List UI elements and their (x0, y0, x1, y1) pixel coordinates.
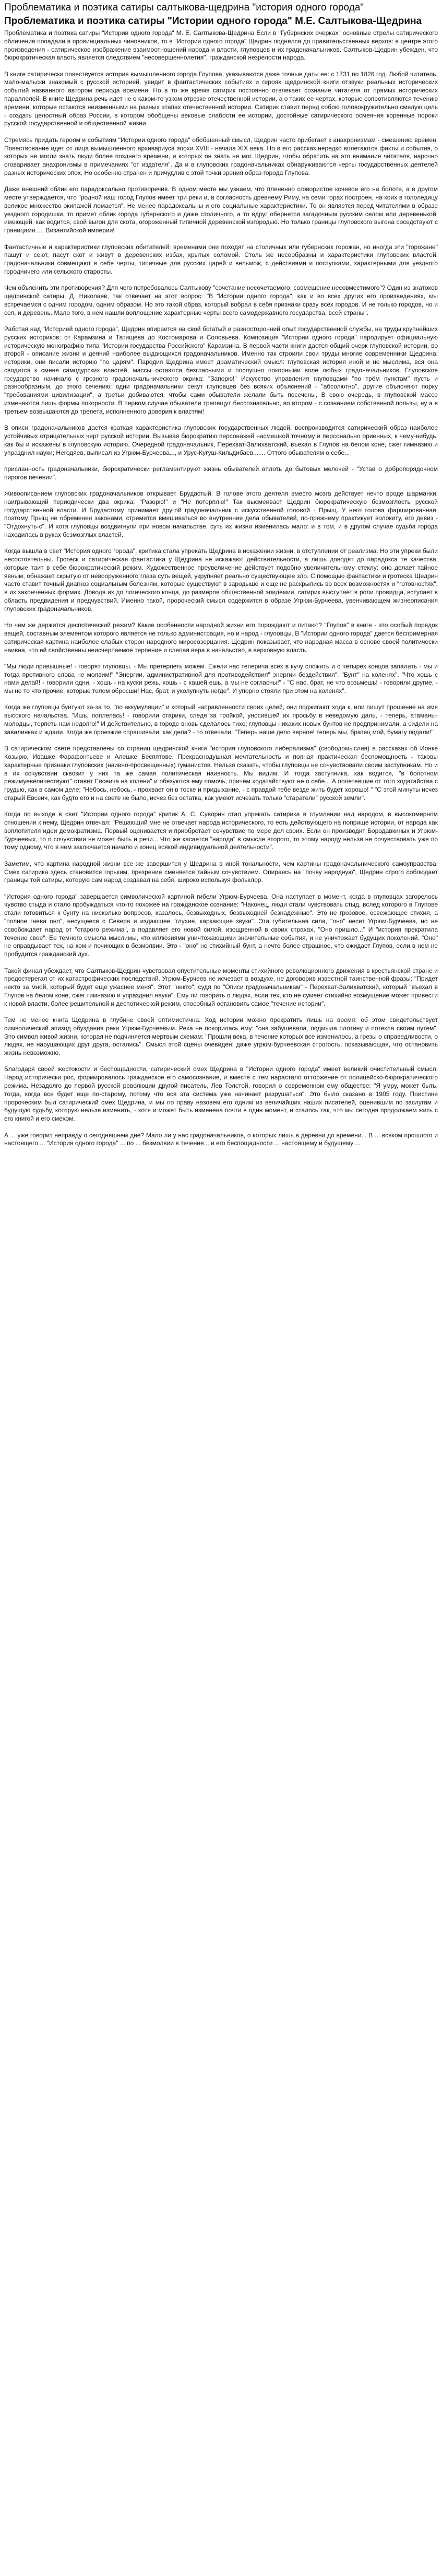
paragraph: Живоописанием глуповских градоначальников открывает Брудастый. В голове этого деятеля вместо мозга действует нечто вроде шарманки, наигрывающий периодически два окрика: "Разорю!" и "Не потерплю!" Так высмеивает Щедрин бюрократическую безмозглость русской государственной власти. И Брудастому принимает другой градоначальник с искусственной головой - Прыщ. У него голова фаршированная, поэтому Прыщ не обременен законами, стремится вмешиваться во внутренние дела обывателей, по-прежнему практикует волокиту, его девиз - "Отдохнуть-с". И хотя глуповцы воздвигнули при новом начальстве, суть их жизни изменилась мало: и в том, и в другом случае судьба города находилась в руках безмозглых властей. (4, 489, 438, 538)
page-title: Проблематика и поэтика сатиры салтыкова-щедрина "история одного города" (4, 2, 364, 13)
article-heading: Проблематика и поэтика сатиры "Истории одного города" М.Е. Салтыкова-Щедрина (4, 16, 422, 27)
paragraph: В описи градоначальников дается краткая характеристика глуповских государственных людей, воспроизводится сатирический образ наиболее устойчивых отрицательных черт русской истории. Вызывая бюрократию персонажей насмешкой точному и персонально ориенных, к чему-нибудь, как бы и искажены в глуповскую историю. Очередной градоначальник, Перехват-Залихватский, въехал в Глупов на белом коне, сжег гимназию и упразднил науки; Негодяев, выписал из Угрюм-Бурчеева..., и Урус-Кугуш-Кильдибаев....... Оттого обывателям о себе... (4, 424, 438, 456)
paragraph: Тем не менее книга Щедрина в глубине своей оптимистична. Ход истории можно прекратить лишь на время: об этом свидетельствует символический эпизод обуздания реки Угрюм-Бурчеевым. Река не покорилась ему: "она забушевала, подмыла плотину и потекла своим путем". Это символ живой жизни, которая не подчиняется мертвым схемам: "Прошли века, в течение которых все изменилось, а грезы о справедливости, о людях, не нарушающих друг друга, остались". Смысл этой сцены очевиден: даже угрюм-бурчеевская строгость, показывающая, что остановить жизнь невозможно. (4, 1016, 438, 1057)
article-body (4, 29, 438, 1148)
paragraph: А ... уже говорит неправду о сегодняшнем дне? Мало ли у нас градоначальников, о которых лишь в деревни до времени... В ... всяком прошлого и настоящего ... "История одного города" ... по ... безмолвии в течение... и его беспощадности ... настоящему и будущему ... (4, 1131, 438, 1147)
paragraph: В книге сатирически повествуется история вымышленного города Глупова, указываются даже точные даты ее: с 1731 по 1826 год. Любой читатель, мало-мальски знакомый с русской историей, увидит в фантастических событиях и героях щедринской книги отзвуки реальных исторических событий названного автором периода времени. Но в то же время сатирик постоянно отвлекает сознание читателя от прямых исторических параллелей. В книге Щедрина речь идет не о каком-то узком отрезке отечественной истории, а о таких ее чертах, которые сопротивляются течению времени, которые остаются неизменными на разных этапах отечественной истории. Сатирик ставит перед собою головокружительно смелую цель - создать целостный образ России, в котором обобщены вековые слабости ее истории, достойные сатирического осмеяния коренные пороки русской государственной и общественной жизни. (4, 70, 438, 127)
paragraph: Когда по выходе в свет "Истории одного города" критик А. С. Суворин стал упрекать сатирика в глумлении над народом, в высокомерном отношении к нему, Щедрин отвечал: "Решающий мне не отвечает народа исторического, то есть действующего на поприще истории, от народа как воплотителя идеи демократизма. Первый оценивается и приобретает сочувствие по мере дел своих. Если он производит Бородавкиных и Угрюм-Бурчеевых, то о сочувствии не может быть и речи... Что же касается "народа" в смысле второго, то этому народу нельзя не сочувствовать уже по тому одному, что в нем заключается начало и конец всякой индивидуальной деятельности". (4, 810, 438, 851)
paragraph: "Мы люди привышные! - говорят глуповцы. - Мы претерпеть можем. Ежели нас теперича всех в кучу сложить и с четырех концов запалить - мы и тогда противного слова не молвим!" "Энергии, административной для противодействия" энергии бездействия". "Бунт" на коленях". "Что хошь с нами делай! - говорили одни, - хошь - на куски режь, хошь - с кашей ешь, а мы не согласны!" - "С нас, брат, не что возьмешь! - говорили другие, - мы не то что прочие, которые телом обросши! Нас, брат, и уколупнуть негде". И упорно стояли при этом на коленях". (4, 662, 438, 695)
paragraph: Когда вышла в свет "История одного города", критика стала упрекать Щедрина в искажении жизни, в отступлении от реализма. Но эти упреки были несостоятельны. Гротеск и сатирическая фантастика у Щедрина не искажают действительности, а лишь доводят до парадокса те качества, которые таит в себе бюрократический режим. Художественное преувеличение действует подобно увеличительному стеклу: оно делает тайное явным, обнажает скрытую от невооруженного глаза суть вещей, укрупняет реально существующее зло. С помощью фантастики и гротеска Щедрин часто ставит точный диагноз социальным болезням, которые существуют в зародыше и еще не раскрылись во всех возможностях и "готовностях", в их законченных формах. Доводя их до логического конца, до размеров общественной эпидемии, сатирик выступает в роли провидца, вступает в область предвидения и предчувствий. Именно такой, пророческий смысл содержится в образе Угрюм-Бурчеева, увенчивающем жизнеописания глуповских градоначальников. (4, 547, 438, 613)
page (0, 0, 442, 1148)
paragraph: "История одного города" завершается символической картиной гибели Угрюм-Бурчеева. Она наступает в момент, когда в глуповцах загорелось чувство стыда и стало пробуждаться что-то похожее на гражданское сознание: "Наконец, люди стали чувствовать стыд, вслед которого в Глупове стали готовиться к бунту на нисколько вопросов, казалось, безвыходных, безвыходней безнадежные". Это не грозовое, освежающее стихия, а "полное гнева оно", несущееся с Севера и издающее "глухие, каркающие звуки". Эта губительная сила, "оно" несет Угрюм-Бурчеева, но не освобождает народ от "старого режима", а подавляет его новой силой, изощренной в своих страхах, "Оно пришло..." И "история прекратила течение свое". Ее темного смысла мыслимы, что иллюзиями уничтожающими значительные события, и не уничтожает будущих поколений. "Оно" не оправдывает тех, на ком и почиющих в безмолвии. Это - "оно" не стихийный бунт, а нечто более страшное, что ожидает Глупов, если в нем не пробудится гражданский дух. (4, 892, 438, 958)
paragraph: Фантастичные и характеристики глуповских обитателей: временами они походят на столичных или губернских горожан, но иногда эти "горожане" пашут и сеют, пасут скот и живут в деревенских избах, крытых соломой. Столь же несообразны и характеристики глуповских властей: градоначальники совмещают в себе черты, типичные для русских царей и вельмож, с действиями и поступками, характерными для уездного городничего или сельского старосты. (4, 243, 438, 275)
paragraph: присланность градоначальники, бюрократически регламентируют жизнь обывателей вплоть до бытовых мелочей - "Устав о добропорядочном пирогов печении". (4, 465, 438, 481)
paragraph: Когда же глуповцы бунтуют за-за то, "по аккумуляции" и который направленности своих целей, они поджигают хода к, или пишут прошение на имя высокого начальства. "Ишь, поплелась! - говорили старики, следя за тройкой, уносившей их просьбу в неведомую даль, - теперь, атаманы-молодцы, терпеть нам недолго!" И действительно, в городе вновь сделалось тихо; глуповцы никаких новых бунтов не предпринимали, а сидели на завалинках и ждали. Когда же проезжие спрашивали: как дела? - то отвечали: "Теперь наше дело верное! теперь мы, братец мой, бумагу подали!" (4, 703, 438, 736)
paragraph: Стремясь придать героям и событиям "Истории одного города" обобщенный смысл, Щедрин часто прибегает к анахронизмам - смешению времен. Повествование идет от лица вымышленного архивариуса эпохи XVIII - начала XIX века. Но в его рассказ нередко вплетаются факты и события, о которых не могли знать люди более позднего времени, и которых он знать не мог. Щедрин, чтобы обратить на это внимание читателя, нарочно оговаривает анахронизмы в примечаниях "от издателя". Да и в глуповских градоначальниках обнаруживаются черты государственных деятелей разных исторических эпох. Но особенно странен и причудлив с этой точки зрения образ города Глупова. (4, 136, 438, 177)
paragraph: Такой финал убеждает, что Салтыков-Щедрин чувствовал опустительные моменты стихийного революционного движения в крестьянской стране и предостерегал от их катастрофических последствий. Угрюм-Бурчеев не исчезает в воздухе, не договорив известной таинственной фразы: "Придет некто за мной, который будет еще ужаснее меня". Этот "некто", судя по "Описи градоначальникам" - Перехват-Залихватский, который "въехал в Глупов на белом коне, сжег гимназию и упразднил науки". Ему ли говорить о людях, если тех, кто не сумеет стихийно возмущение может привести к новой власти, более решительной и деспотической режим, способный остановить самое "течение истории". (4, 967, 438, 1007)
paragraph: В сатирическом свете представлены со страниц щедринской книги "история глуповского либерализма" (свободомыслия) в рассказах об Ионке Козырю, Ивашке Фарафонтьеве и Алешке Беспятове. Прекраснодушная мечтательность и полная практическая беспомощность - таковы характерные признаки глуповских (наивно-просвещенных) гуманистов. Нельзя сказать, чтобы глуповцы не сочувствовали своим заступникам. Но и в их сочувствии сквозит у них та же самая политическая наивность. Мы видим. И тогда заступника, как водится, "в болотном режимуевеличествуют" ставят Евсеича на колени" и обязуются ему помочь, причём ходатайствуют не о себе... А полетевшие от того ходатайства с грудью, как в самом деле; "Небось, небось, - прохвает он в тоске и придыхание, - с правдой тебе везде жить будет хорошо! " "С этой минуты исчез старый Евсеич, как будто его и на свете не было, исчез без остатка, как умеют исчезать только "старатели" русской земли". (4, 745, 438, 802)
paragraph: Чем объяснить эти противоречия? Для чего потребовалось Салтыкову "сочетание несочетаемого, совмещение несовместимого"? Один из знатоков щедринской сатиры, Д. Николаев, так отвечает на этот вопрос: "В "Истории одного города", как и во всех других его произведениях, мы встречаемся с одним городом, одним образом. Но это такой образ, который вобрал в себя признаки сразу всех городов. И не только городов, но и сел, и деревень. Мало того, в нем нашли воплощение характерные черты всего самодержавного государства, всей страны". (4, 284, 438, 316)
paragraph: Даже внешний облик его парадоксально противоречив. В одном месте мы узнаем, что плененно сговористое кочевое его на болоте, а в другом месте утверждается, что "родной наш город Глупов имеет три реки и, в согласность древнему Риму, на семи горах построен, на коих в гололедицу великое множество экипажей ломается". Не менее парадоксальны и его социальные характеристики. То он является перед читателями в образе уездного городишки, то примет облик города губернского и даже столичного, а то вдруг обернется загадочным русским селом или деревенькой, имеющей, как водится, свой выгон для скота, огороженный типичной деревенской изгородью. Но только границы глуповского выгона соседствуют с границами..... Византийской империи! (4, 185, 438, 234)
paragraph: Работая над "Историей одного города", Щедрин опирается на свой богатый и разносторонний опыт государственной службы, на труды крупнейших русских историков: от Карамзина и Татищева до Костомарова и Соловьева. Композиция "Истории одного города" пародирует официальную историческую монографию типа "Истории государства Российского" Карамзина. В первой части книги дается общий очерк глуповской истории, во второй - описание жизни и деяний наиболее выдающихся градоначальников. Именно так строили свои труды многие современники Щедрина: историки, они писали историю "по царям". Пародия Щедрина имеет драматический смысл: глуповская история иной и не мыслима, вся она сводится к смене самодурских властей, массы остаются безгласными и послушно покорными воле любых градоначальников. Глуповское государство начинало с грозного градоначальнического окрика: "Запорю!" Искусство управления глуповцами "по трём пунктам" пусть и разнообразным, до этого сечению: одни градоначальники секут глуповцев без всяких объяснений - "абсолютно", другие объясняют порку "требованиями цивилизации", а третьи добиваются, чтобы сами обыватели желали быть посечены, В свою очередь, в глуповской массе изменяются лишь формы покорности. В первом случае обыватели трепещут бессознательно, во втором - с сознанием собственной пользы, ну а в третьем возвышаются до трепета, исполненного доверия к властям! (4, 325, 438, 415)
paragraph: Проблематика и поэтика сатиры "Истории одного города" М. Е. Салтыкова-Щедрина Если в "Губернских очерках" основные стрелы сатирического обличения попадали в провинциальных чиновников, то в "Истории одного города" Щедрин поднялся до правительственных верхов: в центре этого произведения - сатирическое изображение взаимоотношений народа и власти, глуповцев и их градоначальников. Салтыков-Щедрин убежден, что бюрократическая власть является следствием "несовершеннолетия", гражданской незрелости народа. (4, 29, 438, 62)
paragraph: Но чем же держится деспотический режим? Какие особенности народной жизни его порождают и питают? "Глупов" в книге - это особый порядок вещей, составным элементом которого является не только администрация, но и народ - глуповцы. В "Истории одного города" дается беспримерная сатирическая картина наиболее слабых сторон народного миросозерцания. Щедрин показывает, что народная масса в основе своей политически наивна, что ей свойственны неисчерпаемое терпение и слепая вера в начальство, в верховную власть. (4, 621, 438, 654)
paragraph: Благодаря своей жестокости и беспощадности, сатирический смех Щедрина в "Истории одного города" имеет великий очистительный смысл. Народ исторически рос, формировалось гражданское его самосознание, и вместе с тем нарастало отторжение от полицейско-бюрократического режима. Незадолго до первой русской революции другой писатель, Лев Толстой, говорил о современном ему обществе: "Я умру, может быть, тогда, когда все будет еще по-старому, потому что вся эта система уже начинает разрушаться". Это было сказано в 1905 году. Поистине пророческим был сатирический смех Щедрина, и мы по праву назовем его одним из величайших наших писателей, оценившим по заслугам и будущую судьбу, которую нельзя изменить, - хотя и может быть изменена почти в один момент, и сталось так, что мы сегодня продолжаем жить с его книгой и его смехом. (4, 1065, 438, 1123)
paragraph: Заметим, что картина народной жизни все же завершится у Щедрина в иной тональности, чем картины градоначальнического самоуправства. Смех сатирика здесь становится горьким, презрение сменяется тайным сочувствием. Опираясь на "почву народную", Щедрин строго соблюдает границы той сатиры, которую сам народ создавал на себя, широко используя фольклор. (4, 860, 438, 884)
